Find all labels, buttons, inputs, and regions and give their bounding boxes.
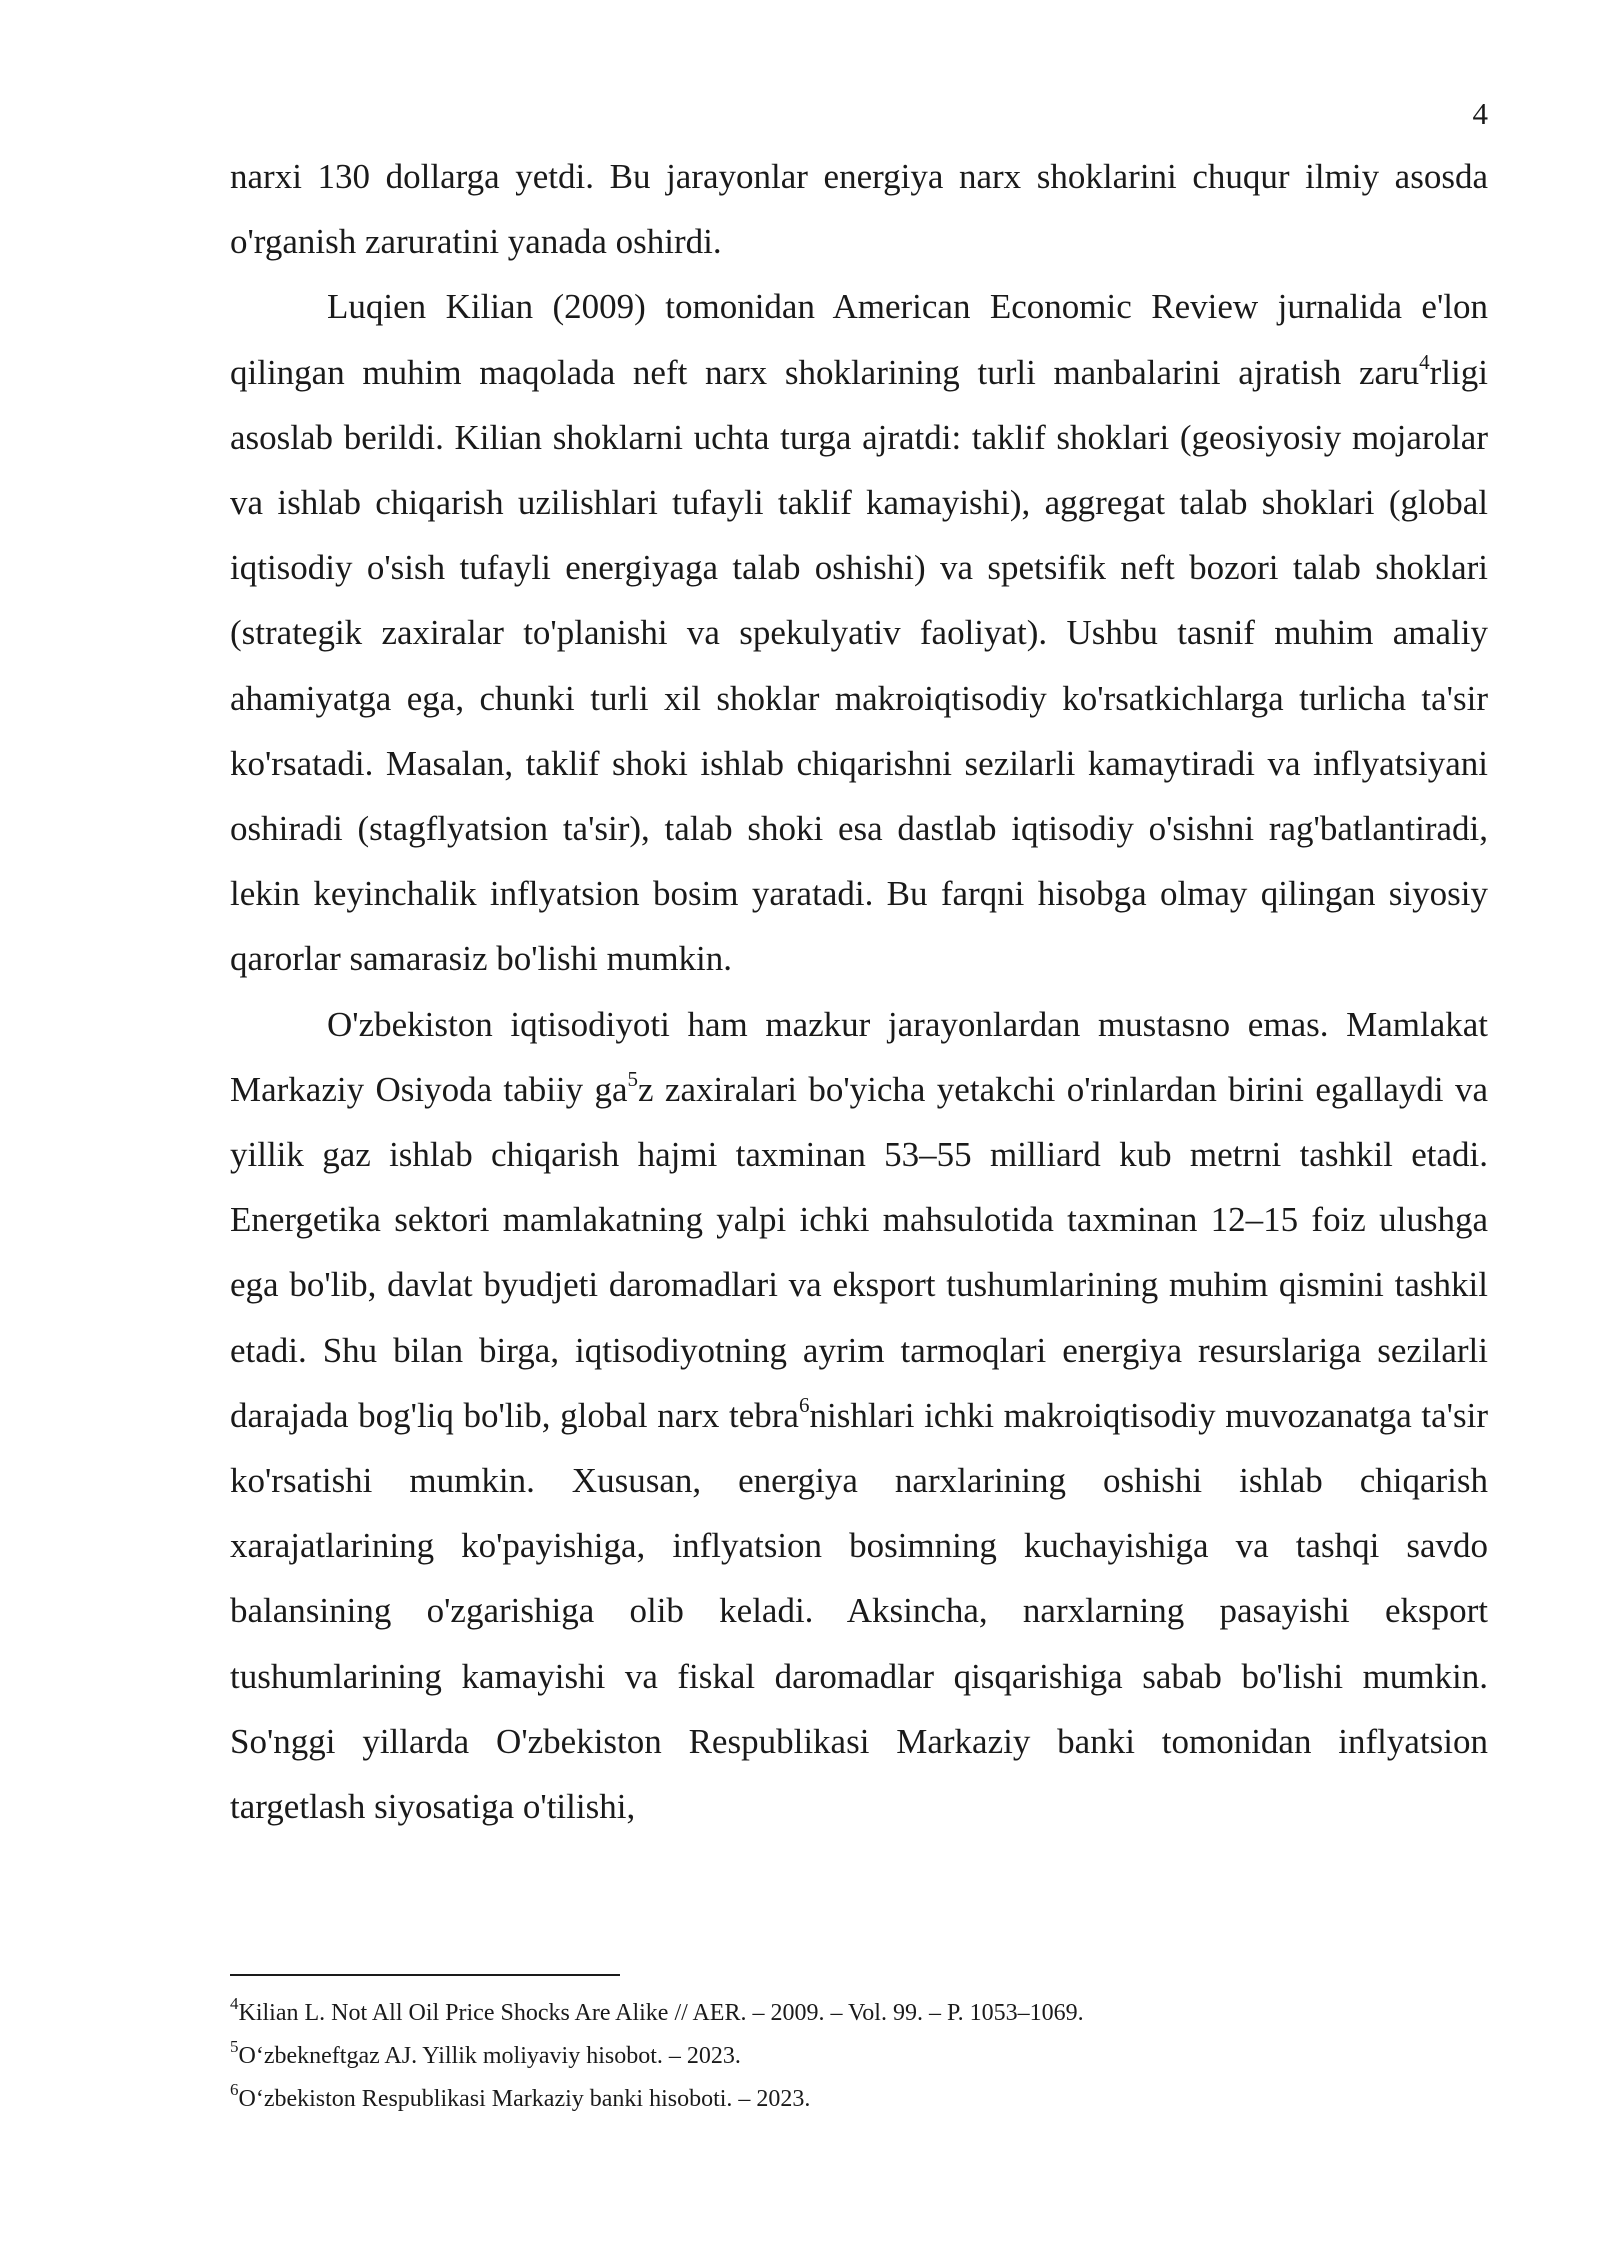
footnote-ref-4: 4	[1419, 349, 1430, 374]
paragraph-3-text-b: z zaxiralari bo'yicha yetakchi o'rinlardan birini egallaydi va yillik gaz ishlab chiqarish hajmi taxminan 53–55 milliard kub metrni tashkil etadi. Energetika sektori mamlakatning yalpi ichki mahsulotida taxminan 12–15 foiz ulushga ega bo'lib, davlat byudjeti daromadlari va eksport tushumlarining muhim qismini tashkil etadi. Shu bilan birga, iqtisodiyotning ayrim tarmoqlari energiya resurslariga sezilarli darajada bog'liq bo'lib, global narx tebra	[230, 1069, 1488, 1435]
footnote-separator	[230, 1974, 620, 1976]
footnote-5	[230, 2035, 1488, 2078]
footnote-number: 6	[230, 2080, 239, 2099]
footnote-4	[230, 1992, 1488, 2035]
paragraph-2	[230, 274, 1488, 991]
footnote-text: Kilian L. Not All Oil Price Shocks Are Alike // AER. – 2009. – Vol. 99. – P. 1053–1069.	[238, 2000, 1084, 2026]
footnote-ref-5: 5	[627, 1066, 639, 1091]
footnote-text: O‘zbekiston Respublikasi Markaziy banki hisoboti. – 2023.	[238, 2086, 811, 2112]
page-number: 4	[1472, 96, 1488, 131]
paragraph-3-text-a: O'zbekiston iqtisodiyoti ham mazkur jarayonlardan mustasno emas. Mamlakat Markaziy Osiyoda tabiiy ga	[230, 1004, 1488, 1109]
paragraph-2-text-a: Luqien Kilian (2009) tomonidan American Economic Review jurnalida e'lon qilingan muhim maqolada neft narx shoklarining turli manbalarini ajratish zaru	[230, 287, 1488, 392]
footnote-ref-6: 6	[798, 1392, 810, 1417]
footnote-number: 5	[230, 2037, 239, 2056]
footnotes	[230, 1992, 1488, 2121]
footnote-number: 4	[230, 1994, 239, 2013]
paragraph-3-text-c: nishlari ichki makroiqtisodiy muvozanatga ta'sir ko'rsatishi mumkin. Xususan, energiya narxlarining oshishi ishlab chiqarish xarajatlarining ko'payishiga, inflyatsion bosimning kuchayishiga va tashqi savdo balansining o'zgarishiga olib keladi. Aksincha, narxlarning pasayishi eksport tushumlarining kamayishi va fiskal daromadlar qisqarishiga sabab bo'lishi mumkin. So'nggi yillarda O'zbekiston Respublikasi Markaziy banki tomonidan inflyatsion targetlash siyosatiga o'tilishi,	[230, 1395, 1488, 1827]
footnote-6	[230, 2078, 1488, 2121]
footnote-text: O‘zbekneftgaz AJ. Yillik moliyaviy hisobot. – 2023.	[238, 2043, 741, 2069]
paragraph-1: narxi 130 dollarga yetdi. Bu jarayonlar energiya narx shoklarini chuqur ilmiy asosda o'rganish zaruratini yanada oshirdi.	[230, 157, 1488, 262]
paragraph-2-text-b: rligi asoslab berildi. Kilian shoklarni uchta turga ajratdi: taklif shoklari (geosiyosiy mojarolar va ishlab chiqarish uzilishlari tufayli taklif kamayishi), aggregat talab shoklari (global iqtisodiy o'sish tufayli energiyaga talab oshishi) va spetsifik neft bozori talab shoklari (strategik zaxiralar to'planishi va spekulyativ faoliyat). Ushbu tasnif muhim amaliy ahamiyatga ega, chunki turli xil shoklar makroiqtisodiy ko'rsatkichlarga turlicha ta'sir ko'rsatadi. Masalan, taklif shoki ishlab chiqarishni sezilarli kamaytiradi va inflyatsiyani oshiradi (stagflyatsion ta'sir), talab shoki esa dastlab iqtisodiy o'sishni rag'batlantiradi, lekin keyinchalik inflyatsion bosim yaratadi. Bu farqni hisobga olmay qilingan siyosiy qarorlar samarasiz bo'lishi mumkin.	[230, 352, 1488, 979]
body-text	[230, 144, 1488, 1839]
paragraph-3	[230, 992, 1488, 1840]
